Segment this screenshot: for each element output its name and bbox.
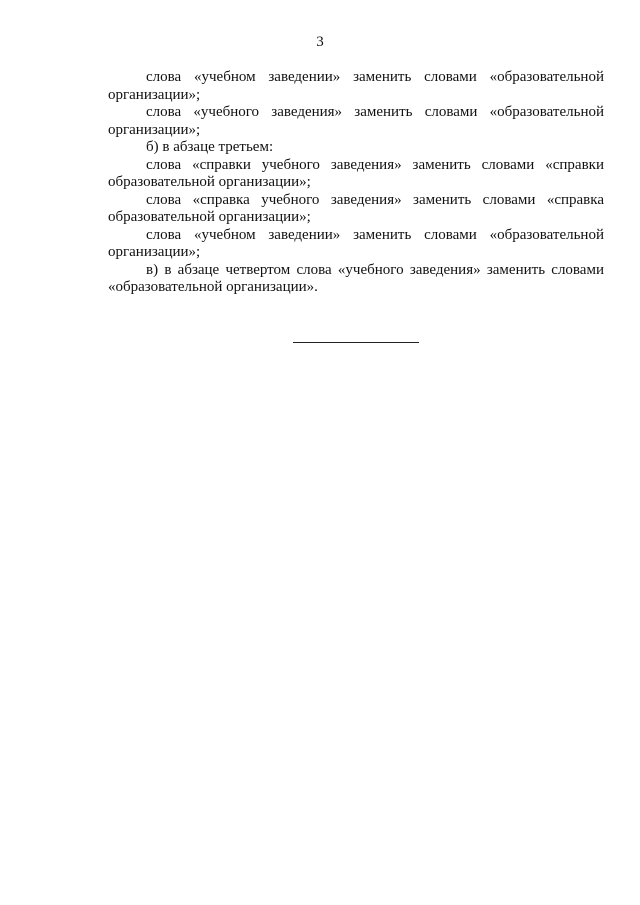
paragraph-4: слова «справки учебного заведения» заменить словами «справки образовательной организации»; xyxy=(108,156,604,190)
document-body xyxy=(108,69,604,297)
paragraph-7: в) в абзаце четвертом слова «учебного заведения» заменить словами «образовательной организации». xyxy=(108,261,604,295)
paragraph-2: слова «учебного заведения» заменить словами «образовательной организации»; xyxy=(108,104,604,138)
paragraph-6: слова «учебном заведении» заменить словами «образовательной организации»; xyxy=(108,226,604,260)
page-number: 3 xyxy=(316,34,324,50)
paragraph-3: б) в абзаце третьем: xyxy=(146,139,274,155)
paragraph-5: слова «справка учебного заведения» заменить словами «справка образовательной организации»; xyxy=(108,191,604,225)
closing-divider xyxy=(293,342,419,343)
paragraph-1: слова «учебном заведении» заменить словами «образовательной организации»; xyxy=(108,69,604,103)
